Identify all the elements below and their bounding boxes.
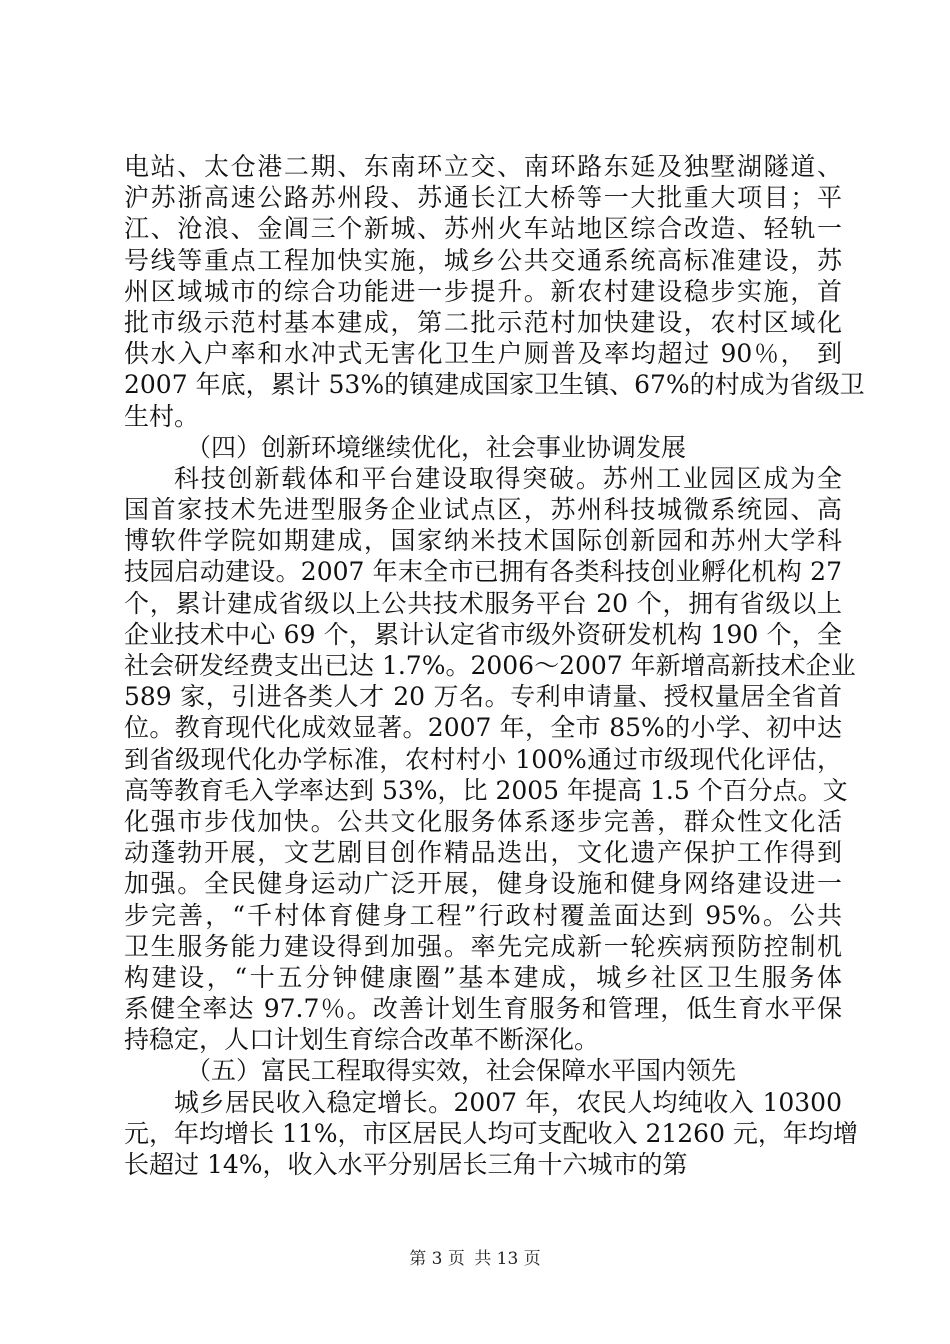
text-line: 动蓬勃开展，文艺剧目创作精品迭出，文化遗产保护工作得到	[124, 838, 842, 868]
text-line: 国首家技术先进型服务企业试点区，苏州科技城微系统园、高	[124, 495, 842, 525]
text-line: 号线等重点工程加快实施，城乡公共交通系统高标准建设，苏	[124, 245, 842, 275]
text-line: 到省级现代化办学标准，农村村小 100%通过市级现代化评估，	[124, 744, 842, 774]
text-line: 城乡居民收入稳定增长。2007 年，农民人均纯收入 10300	[174, 1087, 842, 1117]
text-line: 卫生服务能力建设得到加强。率先完成新一轮疾病预防控制机	[124, 931, 842, 961]
text-line: 化强市步伐加快。公共文化服务体系逐步完善，群众性文化活	[124, 806, 842, 836]
text-line: 技园启动建设。2007 年末全市已拥有各类科技创业孵化机构 27	[124, 557, 842, 587]
text-line: 州区域城市的综合功能进一步提升。新农村建设稳步实施，首	[124, 276, 842, 306]
text-line: 步完善，“千村体育健身工程”行政村覆盖面达到 95%。公共	[124, 900, 842, 930]
text-line: 长超过 14%，收入水平分别居长三角十六城市的第	[124, 1150, 688, 1179]
text-line: 加强。全民健身运动广泛开展，健身设施和健身网络建设进一	[124, 869, 842, 899]
page-total: 共 13 页	[474, 1249, 541, 1269]
text-line: 博软件学院如期建成，国家纳米技术国际创新园和苏州大学科	[124, 526, 842, 556]
text-line: 2007 年底，累计 53%的镇建成国家卫生镇、67%的村成为省级卫	[124, 370, 865, 400]
text-line: 电站、太仓港二期、东南环立交、南环路东延及独墅湖隧道、	[124, 152, 842, 181]
text-line: 江、沧浪、金阊三个新城、苏州火车站地区综合改造、轻轨一	[124, 214, 842, 244]
text-line: 位。教育现代化成效显著。2007 年，全市 85%的小学、初中达	[124, 713, 842, 743]
text-line: 高等教育毛入学率达到 53%，比 2005 年提高 1.5 个百分点。文	[124, 775, 848, 805]
text-line: 系健全率达 97.7％。改善计划生育服务和管理，低生育水平保	[124, 994, 842, 1024]
section-heading-5: （五）富民工程取得实效，社会保障水平国内领先	[186, 1056, 737, 1086]
text-line: 沪苏浙高速公路苏州段、苏通长江大桥等一大批重大项目；平	[124, 183, 842, 213]
text-line: 供水入户率和水冲式无害化卫生户厕普及率均超过 90％， 到	[124, 339, 842, 369]
text-line: 企业技术中心 69 个，累计认定省市级外资研发机构 190 个，全	[124, 619, 842, 649]
paragraph-income	[124, 1087, 858, 1181]
document-body	[124, 151, 865, 1180]
text-line: 元，年均增长 11%，市区居民人均可支配收入 21260 元，年均增	[124, 1118, 858, 1148]
page-footer	[0, 1244, 950, 1269]
paragraph-innovation	[124, 463, 856, 1056]
page-number: 第 3 页	[409, 1249, 465, 1269]
text-line: 589 家，引进各类人才 20 万名。专利申请量、授权量居全省首	[124, 682, 842, 712]
paragraph-infrastructure	[124, 151, 865, 432]
text-line: 构建设，“十五分钟健康圈”基本建成，城乡社区卫生服务体	[124, 962, 842, 992]
text-line: 生村。	[124, 401, 200, 431]
text-line: 批市级示范村基本建成，第二批示范村加快建设，农村区域化	[124, 307, 842, 337]
text-line: 科技创新载体和平台建设取得突破。苏州工业园区成为全	[174, 463, 842, 493]
text-line: 持稳定，人口计划生育综合改革不断深化。	[124, 1025, 600, 1055]
text-line: 个，累计建成省级以上公共技术服务平台 20 个，拥有省级以上	[124, 588, 842, 618]
text-line: 社会研发经费支出已达 1.7%。2006～2007 年新增高新技术企业	[124, 651, 856, 680]
section-heading-4: （四）创新环境继续优化，社会事业协调发展	[186, 432, 687, 462]
